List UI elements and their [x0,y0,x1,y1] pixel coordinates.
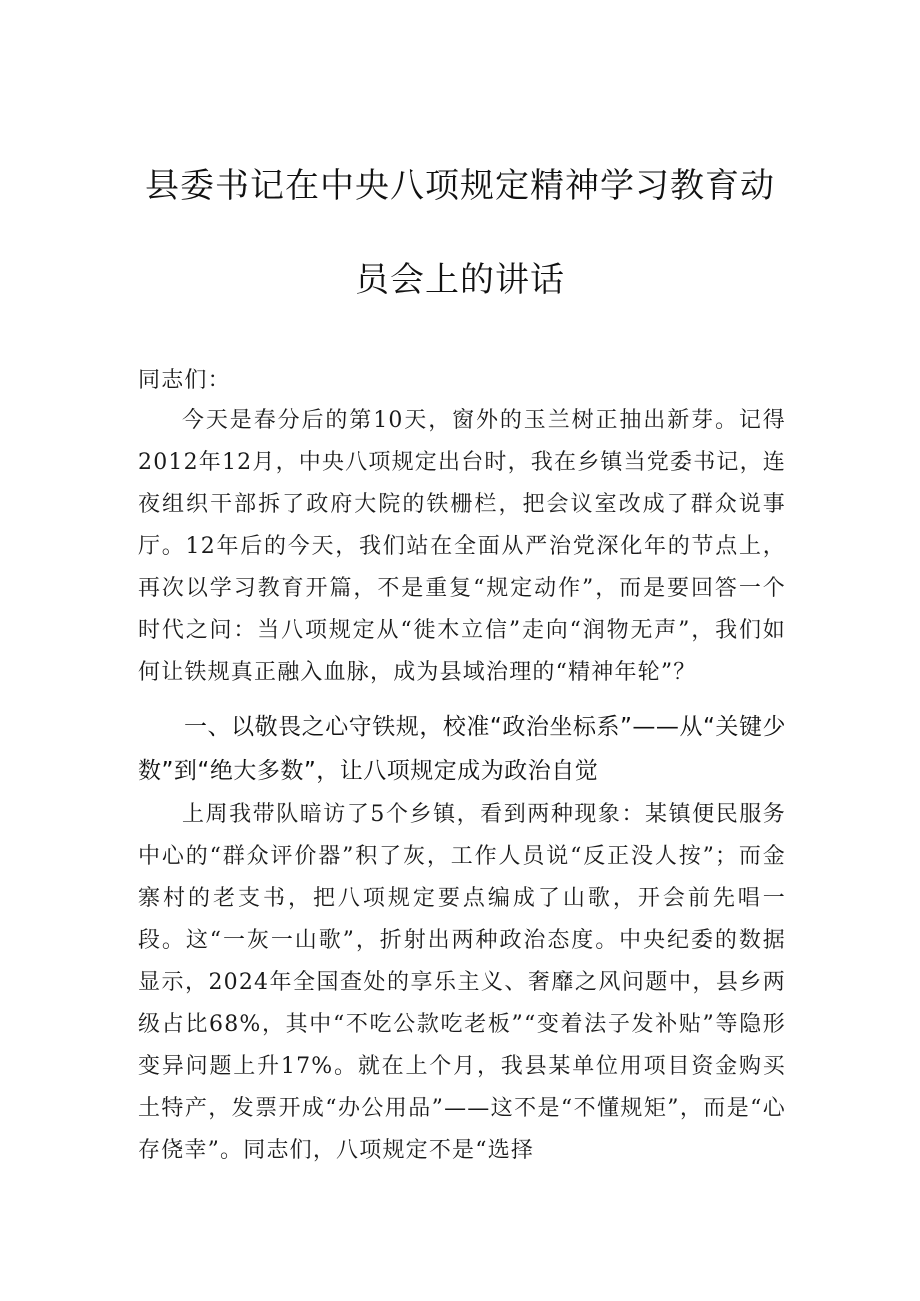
section-heading-1: 一、以敬畏之心守铁规，校准“政治坐标系”——从“关键少数”到“绝大多数”，让八项规定成为政治自觉 [138,714,786,784]
paragraph-section-1: 上周我带队暗访了5个乡镇，看到两种现象：某镇便民服务中心的“群众评价器”积了灰，工作人员说“反正没人按”；而金寨村的老支书，把八项规定要点编成了山歌，开会前先唱一段。这“一灰一山歌”，折射出两种政治态度。中央纪委的数据显示，2024年全国查处的享乐主义、奢靡之风问题中，县乡两级占比68%，其中“不吃公款吃老板”“变着法子发补贴”等隐形变异问题上升17%。就在上个月，我县某单位用项目资金购买土特产，发票开成“办公用品”——这不是“不懂规矩”，而是“心存侥幸”。同志们，八项规定不是“选择 [138,802,786,1163]
paragraph-intro: 今天是春分后的第10天，窗外的玉兰树正抽出新芽。记得2012年12月，中央八项规定出台时，我在乡镇当党委书记，连夜组织干部拆了政府大院的铁栅栏，把会议室改成了群众说事厅。12年后的今天，我们站在全面从严治党深化年的节点上，再次以学习教育开篇，不是重复“规定动作”，而是要回答一个时代之问：当八项规定从“徙木立信”走向“润物无声”，我们如何让铁规真正融入血脉，成为县域治理的“精神年轮”？ [138,408,786,685]
greeting: 同志们： [138,368,231,393]
document-title-line-2: 员会上的讲话 [355,260,565,300]
document-title-line-1: 县委书记在中央八项规定精神学习教育动 [145,166,775,206]
